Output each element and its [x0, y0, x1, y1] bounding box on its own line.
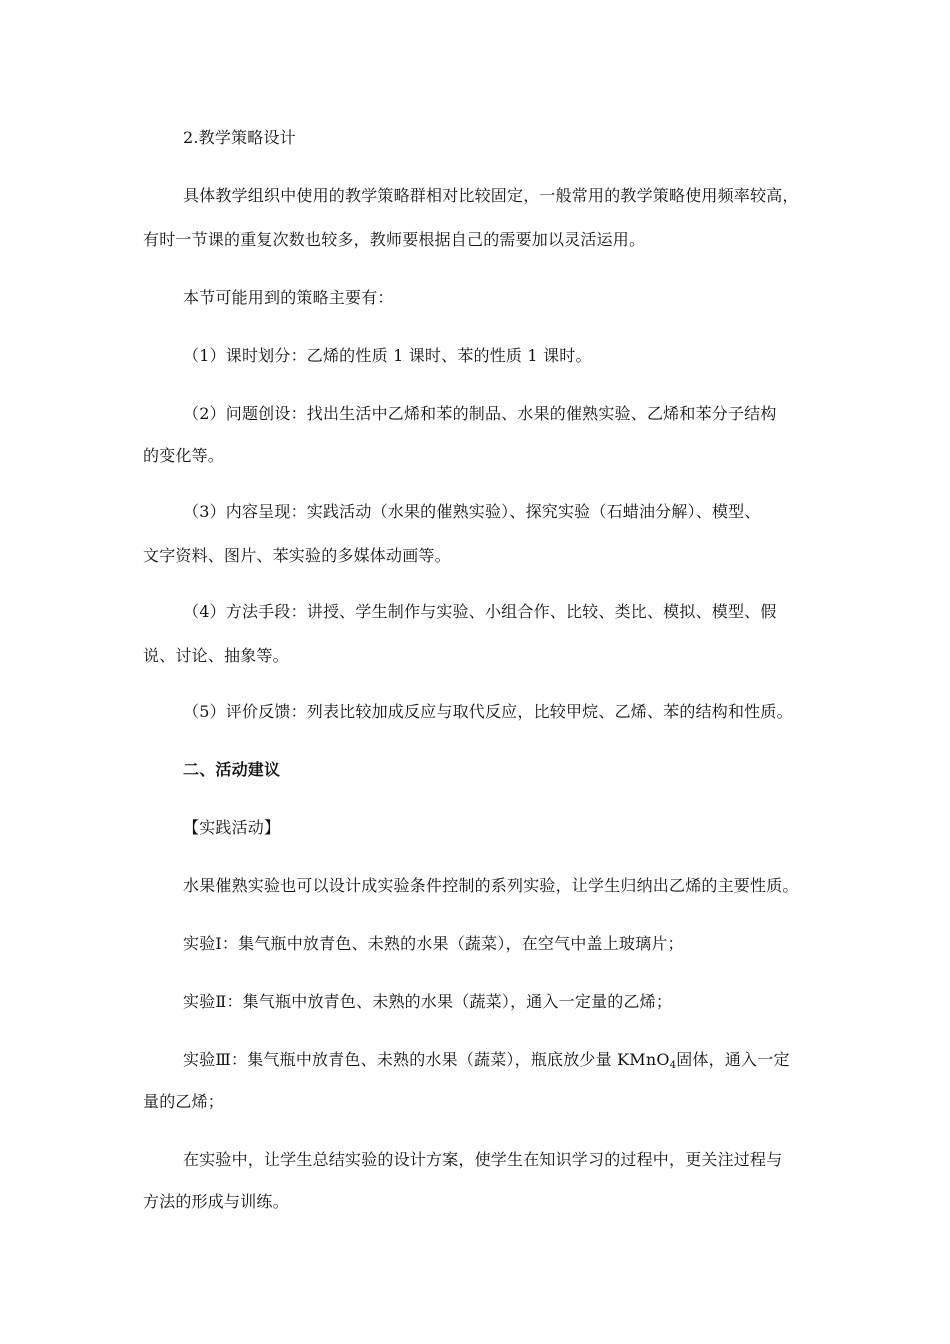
list-item-continuation: 的变化等。 [143, 446, 225, 465]
section-heading: 二、活动建议 [183, 760, 281, 779]
experiment-continuation: 量的乙烯； [143, 1092, 225, 1111]
list-item: （4）方法手段：讲授、学生制作与实验、小组合作、比较、类比、模拟、模型、假 [183, 602, 777, 621]
list-item: （2）问题创设：找出生活中乙烯和苯的制品、水果的催熟实验、乙烯和苯分子结构 [183, 404, 777, 423]
list-item-continuation: 说、讨论、抽象等。 [143, 646, 289, 665]
subscript: 4 [669, 1060, 677, 1071]
subsection-heading: 【实践活动】 [183, 818, 281, 837]
experiment-line: 实验Ⅱ：集气瓶中放青色、未熟的水果（蔬菜），通入一定量的乙烯； [183, 992, 673, 1011]
list-item: （5）评价反馈：列表比较加成反应与取代反应，比较甲烷、乙烯、苯的结构和性质。 [183, 702, 793, 721]
list-item: （1）课时划分：乙烯的性质 1 课时、苯的性质 1 课时。 [183, 346, 592, 365]
experiment-text: 固体，通入一定 [676, 1050, 790, 1069]
paragraph-line: 在实验中，让学生总结实验的设计方案，使学生在知识学习的过程中，更关注过程与 [183, 1150, 783, 1169]
paragraph-line: 具体教学组织中使用的教学策略群相对比较固定，一般常用的教学策略使用频率较高， [183, 186, 799, 205]
strategy-heading: 2.教学策略设计 [183, 128, 296, 147]
paragraph-line: 有时一节课的重复次数也较多，教师要根据自己的需要加以灵活运用。 [143, 230, 646, 249]
paragraph-line: 水果催熟实验也可以设计成实验条件控制的系列实验，让学生归纳出乙烯的主要性质。 [183, 876, 799, 895]
list-item-continuation: 文字资料、图片、苯实验的多媒体动画等。 [143, 546, 451, 565]
paragraph-line: 方法的形成与训练。 [143, 1192, 289, 1211]
experiment-line [183, 1050, 790, 1076]
experiment-text: 实验Ⅲ：集气瓶中放青色、未熟的水果（蔬菜），瓶底放少量 KMnO [183, 1050, 670, 1069]
experiment-line: 实验Ⅰ：集气瓶中放青色、未熟的水果（蔬菜），在空气中盖上玻璃片； [183, 934, 684, 953]
paragraph-line: 本节可能用到的策略主要有： [183, 288, 394, 307]
list-item: （3）内容呈现：实践活动（水果的催熟实验）、探究实验（石蜡油分解）、模型、 [183, 502, 761, 521]
